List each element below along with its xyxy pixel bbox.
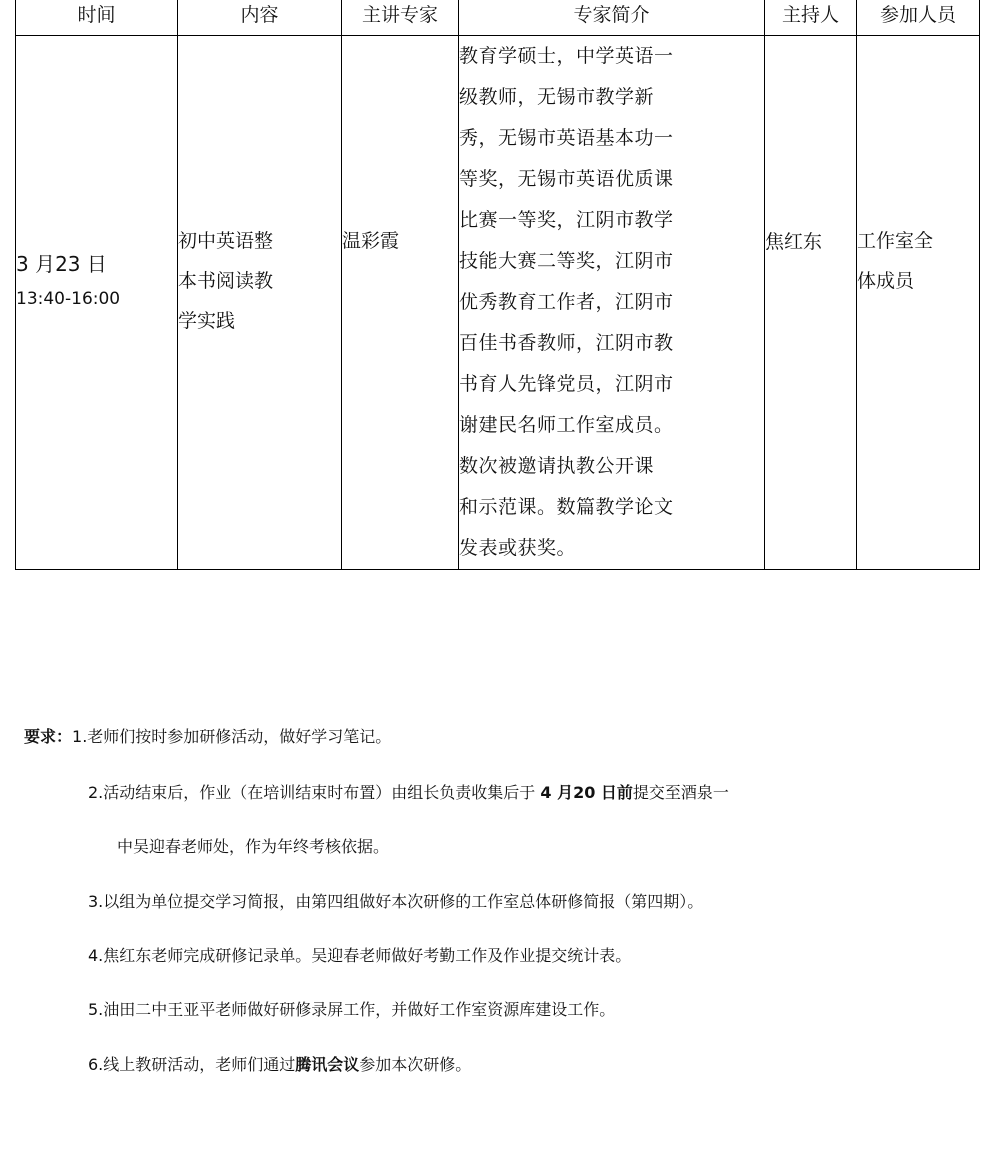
date-text: 3 月23 日 [16, 251, 107, 276]
bio-line: 等奖，无锡市英语优质课 [459, 168, 674, 190]
header-bio: 专家简介 [459, 0, 765, 36]
content-line: 本书阅读教 [178, 269, 274, 292]
requirement-item-5 [88, 997, 615, 1020]
requirement-item-4 [88, 943, 631, 966]
requirement-text: 1.老师们按时参加研修活动，做好学习笔记。 [72, 727, 392, 746]
header-participants: 参加人员 [857, 0, 980, 36]
bio-line: 和示范课。数篇教学论文 [459, 496, 674, 518]
header-time: 时间 [16, 0, 178, 36]
content-line: 学实践 [178, 309, 236, 332]
content-line: 初中英语整 [178, 229, 274, 252]
cell-participants [857, 36, 980, 570]
header-host: 主持人 [765, 0, 857, 36]
requirement-item-6 [88, 1052, 471, 1075]
cell-host [765, 36, 857, 570]
cell-bio [459, 36, 765, 570]
bio-line: 比赛一等奖，江阴市教学 [459, 209, 674, 231]
requirement-text: 参加本次研修。 [359, 1055, 472, 1074]
meeting-app-text: 腾讯会议 [295, 1055, 360, 1074]
requirement-text: 4.焦红东老师完成研修记录单。吴迎春老师做好考勤工作及作业提交统计表。 [88, 946, 632, 965]
table-header-row [16, 0, 980, 36]
bio-line: 优秀教育工作者，江阴市 [459, 291, 674, 313]
bio-line: 百佳书香教师，江阴市教 [459, 332, 674, 354]
bio-line: 技能大赛二等奖，江阴市 [459, 250, 674, 272]
requirement-text: 2.活动结束后，作业（在培训结束时布置）由组长负责收集后于 [88, 783, 541, 802]
requirement-item-2-cont [117, 834, 389, 857]
cell-expert [342, 36, 459, 570]
requirement-item-2 [88, 780, 729, 803]
requirement-text: 3.以组为单位提交学习简报，由第四组做好本次研修的工作室总体研修简报（第四期）。 [88, 892, 704, 911]
bio-line: 秀，无锡市英语基本功一 [459, 127, 674, 149]
bio-line: 谢建民名师工作室成员。 [459, 414, 674, 436]
deadline-text: 4 月20 日前 [540, 783, 633, 802]
participant-line: 体成员 [857, 269, 915, 292]
bio-line: 级教师，无锡市教学新 [459, 86, 655, 108]
schedule-table [15, 0, 980, 570]
host-name: 焦红东 [765, 231, 823, 253]
bio-line: 教育学硕士，中学英语一 [459, 45, 674, 67]
table-row [16, 36, 980, 570]
header-expert: 主讲专家 [342, 0, 459, 36]
header-content: 内容 [178, 0, 342, 36]
bio-line: 数次被邀请执教公开课 [459, 455, 655, 477]
requirement-item-3 [88, 889, 703, 912]
participant-line: 工作室全 [857, 229, 934, 252]
bio-line: 书育人先锋党员，江阴市 [459, 373, 674, 395]
requirements-label: 要求： [24, 727, 73, 746]
requirement-text: 5.油田二中王亚平老师做好研修录屏工作，并做好工作室资源库建设工作。 [88, 1000, 616, 1019]
requirement-text: 中吴迎春老师处，作为年终考核依据。 [117, 837, 390, 856]
requirement-text: 提交至酒泉一 [632, 783, 729, 802]
requirement-text: 6.线上教研活动，老师们通过 [88, 1055, 296, 1074]
bio-line: 发表或获奖。 [459, 537, 577, 559]
expert-name: 温彩霞 [342, 229, 400, 252]
cell-time [16, 36, 178, 570]
cell-content [178, 36, 342, 570]
time-range-text: 13:40-16:00 [16, 288, 121, 309]
requirement-item-1 [24, 724, 391, 747]
